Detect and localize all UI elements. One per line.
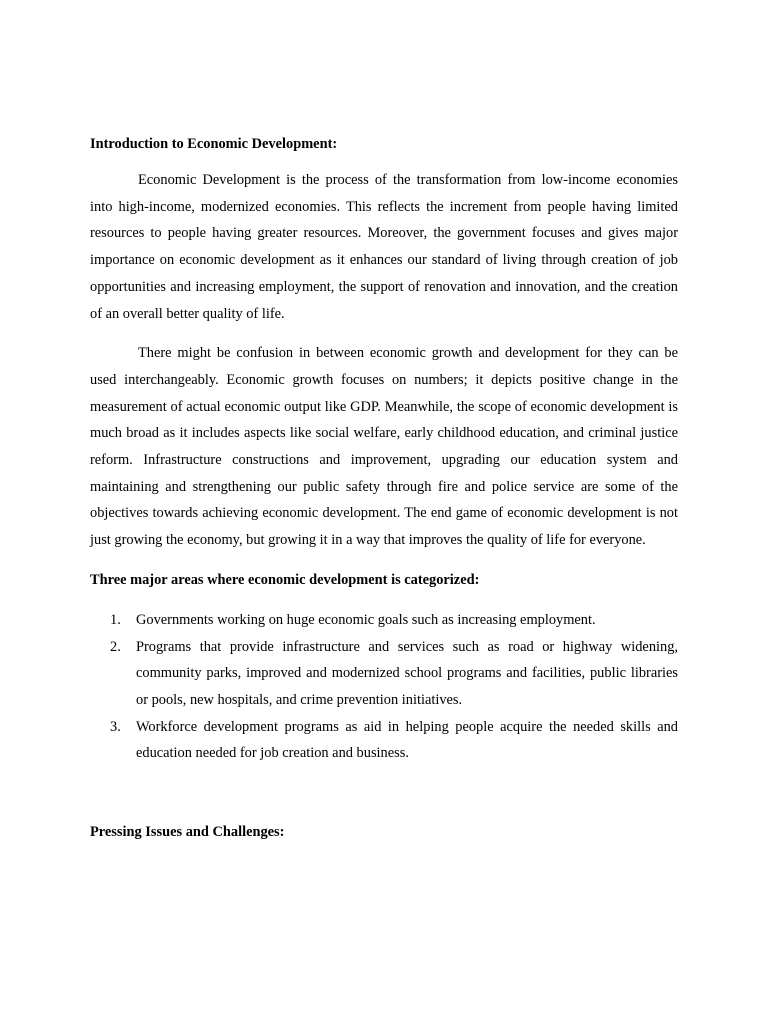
list-item	[90, 607, 678, 634]
paragraph-growth-vs-development: There might be confusion in between economic growth and development for they can be used interchangeably. Economic growth focuses on numbers; it depicts positive change in the measurement of actual economic output like GDP. Meanwhile, the scope of economic development is much broad as it includes aspects like social welfare, early childhood education, and criminal justice reform. Infrastructure constructions and improvement, upgrading our education system and maintaining and strengthening our public safety through fire and police service are some of the objectives towards achieving economic development. The end game of economic development is not just growing the economy, but growing it in a way that improves the quality of life for everyone.	[90, 345, 678, 549]
section-heading-pressing-issues: Pressing Issues and Challenges:	[90, 824, 285, 841]
list-item	[90, 714, 678, 767]
list-item-text: Programs that provide infrastructure and services such as road or highway widening, community parks, improved and modernized school programs and facilities, public libraries or pools, new hospitals, and crime prevention initiatives.	[136, 638, 678, 708]
section-heading-introduction: Introduction to Economic Development:	[90, 136, 338, 152]
paragraph-economic-development: Economic Development is the process of the transformation from low-income economies into high-income, modernized economies. This reflects the increment from people having limited resources to people having greater resources. Moreover, the government focuses and gives major importance on economic development as it enhances our standard of living through creation of job opportunities and increasing employment, the support of renovation and innovation, and the creation of an overall better quality of life.	[90, 172, 678, 322]
major-areas-list	[90, 607, 678, 767]
list-item-text: Governments working on huge economic goals such as increasing employment.	[136, 611, 596, 628]
list-item-text: Workforce development programs as aid in helping people acquire the needed skills and education needed for job creation and business.	[136, 718, 678, 762]
list-item-number: 2.	[110, 638, 121, 655]
list-item-number: 3.	[110, 718, 121, 735]
section-heading-major-areas: Three major areas where economic development is categorized:	[90, 571, 480, 588]
document-page	[90, 131, 678, 845]
list-item-number: 1.	[110, 611, 121, 628]
list-item	[90, 634, 678, 714]
